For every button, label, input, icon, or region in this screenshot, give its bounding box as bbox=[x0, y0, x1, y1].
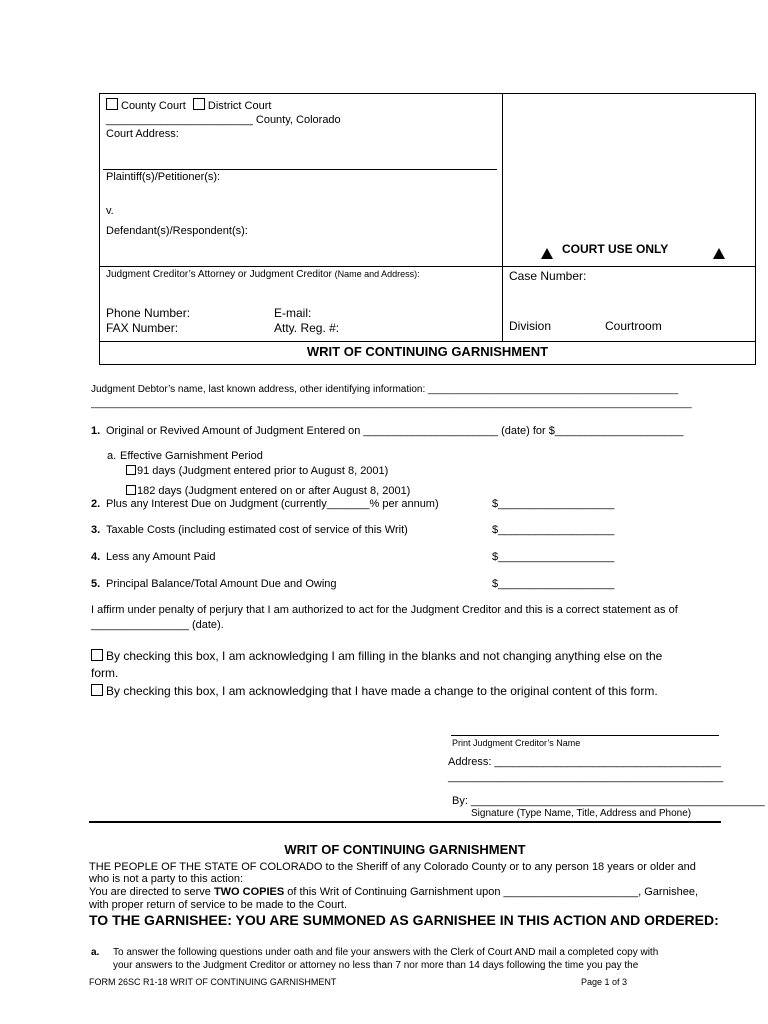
item-4-text: Less any Amount Paid bbox=[106, 551, 216, 563]
item-2-text: Plus any Interest Due on Judgment (currently_______% per annum) bbox=[106, 498, 439, 510]
acknowledge-2-text: By checking this box, I am acknowledging that I have made a change to the original content of this form. bbox=[106, 684, 658, 698]
period-91-checkbox[interactable] bbox=[126, 465, 136, 475]
attorney-label bbox=[106, 269, 420, 280]
section-divider bbox=[89, 821, 721, 823]
case-number-label: Case Number: bbox=[509, 269, 587, 283]
item-1-number: 1. bbox=[91, 425, 101, 437]
period-label: Effective Garnishment Period bbox=[120, 450, 263, 462]
writ-p1-line2: who is not a party to this action: bbox=[89, 873, 244, 885]
item-3-amount: $___________________ bbox=[492, 524, 615, 536]
writ-heading: WRIT OF CONTINUING GARNISHMENT bbox=[284, 842, 526, 857]
garnishee-summons: TO THE GARNISHEE: YOU ARE SUMMONED AS GARNISHEE IN THIS ACTION AND ORDERED: bbox=[89, 912, 719, 928]
item-5-number: 5. bbox=[91, 578, 101, 590]
item-4-amount: $___________________ bbox=[492, 551, 615, 563]
period-182-label: 182 days (Judgment entered on or after August 8, 2001) bbox=[137, 485, 411, 497]
address-label: Address: _____________________________________ bbox=[448, 756, 721, 768]
division-label: Division bbox=[509, 319, 552, 333]
debtor-info-label: Judgment Debtor’s name, last known address, other identifying information: _____________________________________________ bbox=[91, 384, 679, 395]
item-1-text: Original or Revived Amount of Judgment Entered on ______________________ (date) for $_____________________ bbox=[106, 425, 684, 437]
writ-a-label: a. bbox=[91, 947, 100, 958]
attorney-label-text: Judgment Creditor’s Attorney or Judgment Creditor bbox=[106, 269, 332, 280]
district-court-label: District Court bbox=[207, 100, 272, 112]
item-2-amount: $___________________ bbox=[492, 498, 615, 510]
writ-p1-line1: THE PEOPLE OF THE STATE OF COLORADO to the Sheriff of any Colorado County or to any person 18 years or older and bbox=[89, 861, 696, 873]
fax-label: FAX Number: bbox=[106, 321, 179, 335]
item-3-text: Taxable Costs (including estimated cost of service of this Writ) bbox=[106, 524, 408, 536]
item-5-amount: $___________________ bbox=[492, 578, 615, 590]
address-line2: _____________________________________________ bbox=[448, 771, 724, 783]
period-182-row bbox=[126, 485, 410, 497]
county-colorado-line: ________________________ County, Colorado bbox=[106, 114, 341, 126]
writ-p2-post: of this Writ of Continuing Garnishment upon ______________________, Garnishee, bbox=[284, 886, 699, 898]
page-number: Page 1 of 3 bbox=[581, 977, 628, 987]
writ-p2-pre: You are directed to serve bbox=[89, 886, 214, 898]
affirm-line1: I affirm under penalty of perjury that I am authorized to act for the Judgment Creditor and this is a correct statement as of bbox=[91, 604, 678, 616]
item-5-text: Principal Balance/Total Amount Due and Owing bbox=[106, 578, 337, 590]
email-label: E-mail: bbox=[274, 306, 312, 320]
court-type-row bbox=[106, 98, 271, 112]
item-2-number: 2. bbox=[91, 498, 101, 510]
writ-title: WRIT OF CONTINUING GARNISHMENT bbox=[306, 344, 549, 359]
plaintiff-label: Plaintiff(s)/Petitioner(s): bbox=[106, 171, 221, 183]
print-name-line bbox=[451, 735, 719, 736]
county-court-checkbox[interactable] bbox=[106, 98, 118, 110]
acknowledge-changed-checkbox[interactable] bbox=[91, 684, 103, 696]
period-182-checkbox[interactable] bbox=[126, 485, 136, 495]
acknowledge-row-1 bbox=[91, 649, 662, 663]
item-4-number: 4. bbox=[91, 551, 101, 563]
acknowledge-row-2 bbox=[91, 684, 658, 698]
court-use-only-label: COURT USE ONLY bbox=[562, 242, 669, 256]
writ-p2-line1 bbox=[89, 886, 698, 898]
atty-reg-label: Atty. Reg. #: bbox=[274, 321, 340, 335]
caption-divider-title bbox=[99, 341, 756, 342]
acknowledge-1-text-line2: form. bbox=[91, 666, 119, 680]
acknowledge-1-text: By checking this box, I am acknowledging I am filling in the blanks and not changing anything else on the bbox=[106, 649, 663, 663]
by-label: By: ________________________________________________ bbox=[452, 795, 765, 807]
item-3-number: 3. bbox=[91, 524, 101, 536]
period-91-row bbox=[126, 465, 388, 477]
versus-label: v. bbox=[106, 205, 114, 217]
caption-divider-attorney bbox=[99, 266, 756, 267]
period-91-label: 91 days (Judgment entered prior to August 8, 2001) bbox=[137, 465, 389, 477]
up-triangle-icon bbox=[713, 248, 725, 259]
acknowledge-no-change-checkbox[interactable] bbox=[91, 649, 103, 661]
county-court-label: County Court bbox=[121, 100, 186, 112]
writ-p2-bold: TWO COPIES bbox=[213, 886, 285, 898]
signature-label: Signature (Type Name, Title, Address and Phone) bbox=[471, 808, 692, 819]
writ-a-line1: To answer the following questions under oath and file your answers with the Clerk of Court AND mail a completed copy with bbox=[113, 947, 659, 958]
courtroom-label: Courtroom bbox=[605, 319, 662, 333]
attorney-label-small: (Name and Address): bbox=[334, 269, 420, 279]
district-court-checkbox[interactable] bbox=[193, 98, 205, 110]
form-id: FORM 26SC R1-18 WRIT OF CONTINUING GARNISHMENT bbox=[89, 977, 337, 987]
caption-vertical-divider bbox=[502, 93, 503, 341]
court-address-label: Court Address: bbox=[106, 128, 179, 140]
phone-label: Phone Number: bbox=[106, 306, 191, 320]
period-a-label: a. bbox=[107, 450, 117, 462]
up-triangle-icon bbox=[541, 248, 553, 259]
writ-a-line2: your answers to the Judgment Creditor or attorney no less than 7 nor more than 14 days following the time you pay the bbox=[113, 960, 639, 971]
writ-p2-line2: with proper return of service to be made to the Court. bbox=[89, 899, 348, 911]
print-name-label: Print Judgment Creditor’s Name bbox=[452, 738, 581, 748]
debtor-info-line2: ____________________________________________________________________________________________________________ bbox=[91, 398, 692, 409]
court-address-underline bbox=[103, 169, 497, 170]
defendant-label: Defendant(s)/Respondent(s): bbox=[106, 225, 248, 237]
affirm-line2: ________________ (date). bbox=[91, 619, 224, 631]
